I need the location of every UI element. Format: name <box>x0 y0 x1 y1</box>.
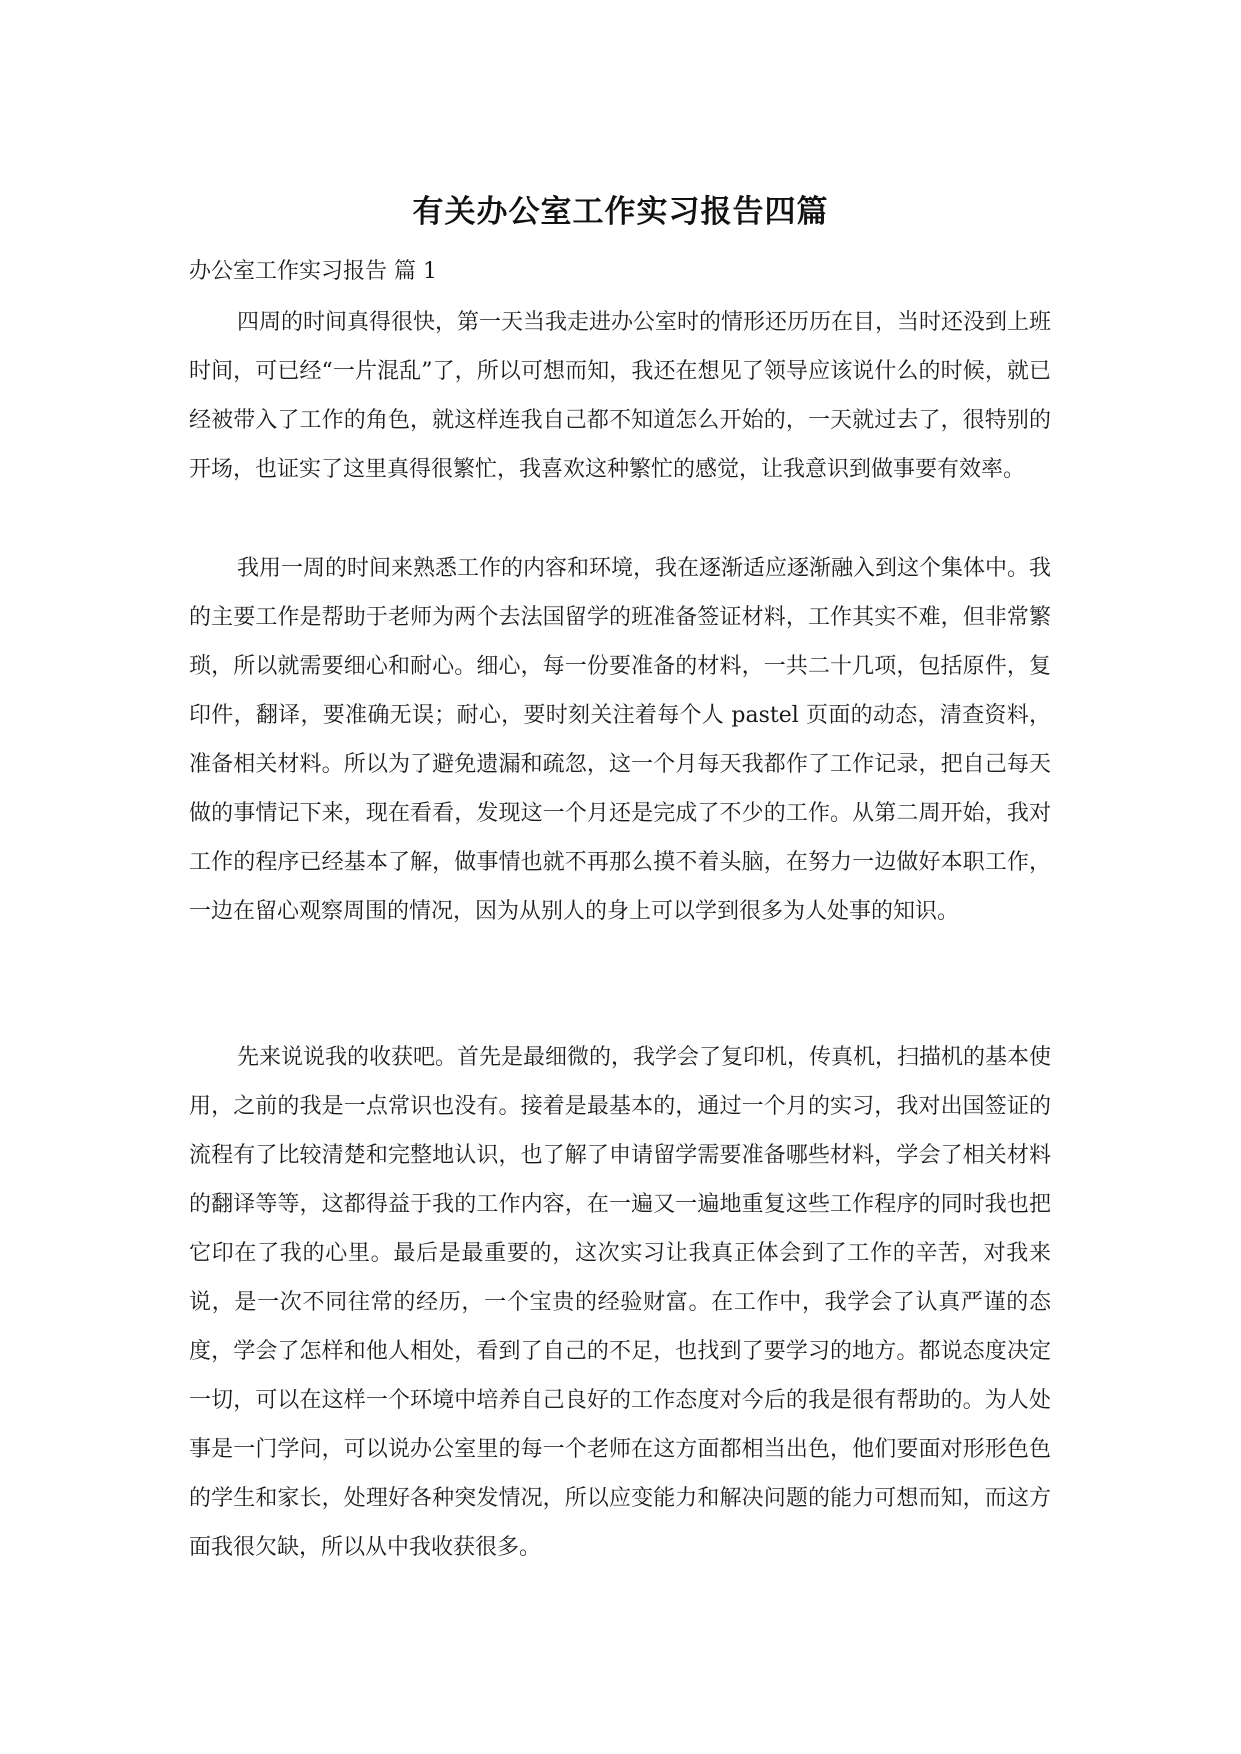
paragraph-1-block <box>189 298 1051 494</box>
paragraph: 先来说说我的收获吧。首先是最细微的，我学会了复印机，传真机，扫描机的基本使用，之前的我是一点常识也没有。接着是最基本的，通过一个月的实习，我对出国签证的流程有了比较清楚和完整地认识，也了解了申请留学需要准备哪些材料，学会了相关材料的翻译等等，这都得益于我的工作内容，在一遍又一遍地重复这些工作程序的同时我也把它印在了我的心里。最后是最重要的，这次实习让我真正体会到了工作的辛苦，对我来说，是一次不同往常的经历，一个宝贵的经验财富。在工作中，我学会了认真严谨的态度，学会了怎样和他人相处，看到了自己的不足，也找到了要学习的地方。都说态度决定一切，可以在这样一个环境中培养自己良好的工作态度对今后的我是很有帮助的。为人处事是一门学问，可以说办公室里的每一个老师在这方面都相当出色，他们要面对形形色色的学生和家长，处理好各种突发情况，所以应变能力和解决问题的能力可想而知，而这方面我很欠缺，所以从中我收获很多。 <box>189 1045 1052 1560</box>
paragraph: 我用一周的时间来熟悉工作的内容和环境，我在逐渐适应逐渐融入到这个集体中。我的主要工作是帮助于老师为两个去法国留学的班准备签证材料，工作其实不难，但非常繁琐，所以就需要细心和耐心。细心，每一份要准备的材料，一共二十几项，包括原件，复印件，翻译，要准确无误；耐心，要时刻关注着每个人 pastel 页面的动态，清查资料，准备相关材料。所以为了避免遗漏和疏忽，这一个月每天我都作了工作记录，把自己每天做的事情记下来，现在看看，发现这一个月还是完成了不少的工作。从第二周开始，我对工作的程序已经基本了解，做事情也就不再那么摸不着头脑，在努力一边做好本职工作，一边在留心观察周围的情况，因为从别人的身上可以学到很多为人处事的知识。 <box>189 556 1052 924</box>
paragraph: 四周的时间真得很快，第一天当我走进办公室时的情形还历历在目，当时还没到上班时间，可已经“一片混乱”了，所以可想而知，我还在想见了领导应该说什么的时候，就已经被带入了工作的角色，就这样连我自己都不知道怎么开始的，一天就过去了，很特别的开场，也证实了这里真得很繁忙，我喜欢这种繁忙的感觉，让我意识到做事要有效率。 <box>189 310 1052 482</box>
section-heading: 办公室工作实习报告 篇 1 <box>189 259 437 284</box>
paragraph-2-block <box>189 544 1051 936</box>
document-title: 有关办公室工作实习报告四篇 <box>412 194 829 230</box>
paragraph-3-block <box>189 1033 1051 1572</box>
